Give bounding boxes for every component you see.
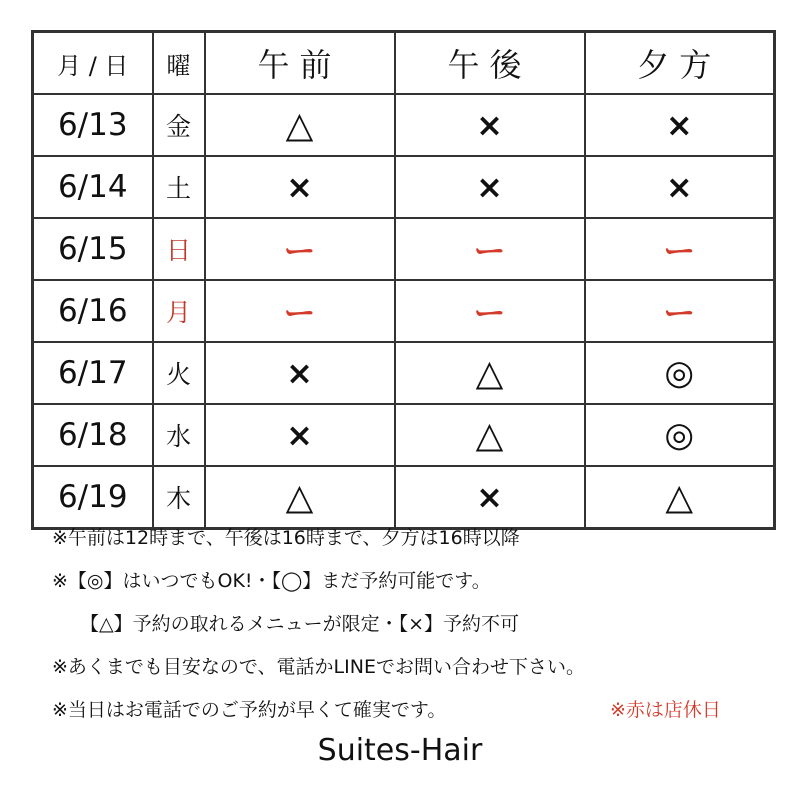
note-legend-limited: 【△】予約の取れるメニューが限定・【×】予約不可 xyxy=(80,613,520,635)
morning-cell xyxy=(205,466,395,529)
cross-mark: × xyxy=(476,168,503,206)
table-row xyxy=(33,156,775,218)
cross-mark: × xyxy=(665,168,693,206)
table-row xyxy=(33,218,775,280)
table-row xyxy=(33,342,775,404)
table-row xyxy=(33,94,775,156)
cross-mark: × xyxy=(665,106,693,144)
date-cell: 6/13 xyxy=(33,94,153,156)
header-row xyxy=(33,32,775,95)
header-morning: 午前 xyxy=(205,32,395,95)
evening-cell xyxy=(585,280,775,342)
note-legend-available: ※【◎】はいつでもOK!・【◯】まだ予約可能です。 xyxy=(52,570,491,592)
evening-cell xyxy=(585,466,775,529)
evening-cell xyxy=(585,404,775,466)
triangle-mark: △ xyxy=(475,352,504,394)
note-contact: ※あくまでも目安なので、電話かLINEでお問い合わせ下さい。 xyxy=(52,656,585,678)
triangle-mark: △ xyxy=(285,104,314,146)
header-day: 曜 xyxy=(153,32,205,95)
evening-cell xyxy=(585,218,775,280)
afternoon-cell xyxy=(395,280,585,342)
date-cell: 6/18 xyxy=(33,404,153,466)
weekday-cell: 水 xyxy=(153,404,205,466)
cross-mark: × xyxy=(286,168,313,206)
dash-mark: ー xyxy=(663,232,696,270)
double-circle-mark: ◎ xyxy=(664,415,695,455)
morning-cell xyxy=(205,218,395,280)
table-row xyxy=(33,280,775,342)
table-row xyxy=(33,404,775,466)
triangle-mark: △ xyxy=(665,476,694,518)
triangle-mark: △ xyxy=(285,476,314,518)
dash-mark: ー xyxy=(473,232,506,270)
cross-mark: × xyxy=(286,416,313,454)
salon-name: Suites-Hair xyxy=(317,733,483,768)
weekday-cell: 木 xyxy=(153,466,205,529)
double-circle-mark: ◎ xyxy=(664,353,695,393)
morning-cell xyxy=(205,280,395,342)
dash-mark: ー xyxy=(663,294,696,332)
date-cell: 6/16 xyxy=(33,280,153,342)
header-date: 月 / 日 xyxy=(33,32,153,95)
evening-cell xyxy=(585,94,775,156)
cross-mark: × xyxy=(476,478,503,516)
date-cell: 6/17 xyxy=(33,342,153,404)
evening-cell xyxy=(585,156,775,218)
header-evening: 夕方 xyxy=(585,32,775,95)
availability-table xyxy=(31,30,776,530)
cross-mark: × xyxy=(286,354,313,392)
morning-cell xyxy=(205,342,395,404)
afternoon-cell xyxy=(395,466,585,529)
note-time-ranges: ※午前は12時まで、午後は16時まで、夕方は16時以降 xyxy=(52,527,520,549)
table-row xyxy=(33,466,775,529)
weekday-cell: 火 xyxy=(153,342,205,404)
note-holiday: ※赤は店休日 xyxy=(610,699,721,721)
weekday-cell: 金 xyxy=(153,94,205,156)
dash-mark: ー xyxy=(473,294,506,332)
afternoon-cell xyxy=(395,404,585,466)
weekday-cell: 土 xyxy=(153,156,205,218)
morning-cell xyxy=(205,156,395,218)
cross-mark: × xyxy=(476,106,503,144)
afternoon-cell xyxy=(395,94,585,156)
date-cell: 6/19 xyxy=(33,466,153,529)
afternoon-cell xyxy=(395,342,585,404)
morning-cell xyxy=(205,404,395,466)
triangle-mark: △ xyxy=(475,414,504,456)
weekday-cell: 日 xyxy=(153,218,205,280)
afternoon-cell xyxy=(395,218,585,280)
dash-mark: ー xyxy=(283,232,316,270)
morning-cell xyxy=(205,94,395,156)
header-afternoon: 午後 xyxy=(395,32,585,95)
evening-cell xyxy=(585,342,775,404)
weekday-cell: 月 xyxy=(153,280,205,342)
note-same-day: ※当日はお電話でのご予約が早くて確実です。 xyxy=(52,699,447,721)
date-cell: 6/15 xyxy=(33,218,153,280)
date-cell: 6/14 xyxy=(33,156,153,218)
afternoon-cell xyxy=(395,156,585,218)
dash-mark: ー xyxy=(283,294,316,332)
